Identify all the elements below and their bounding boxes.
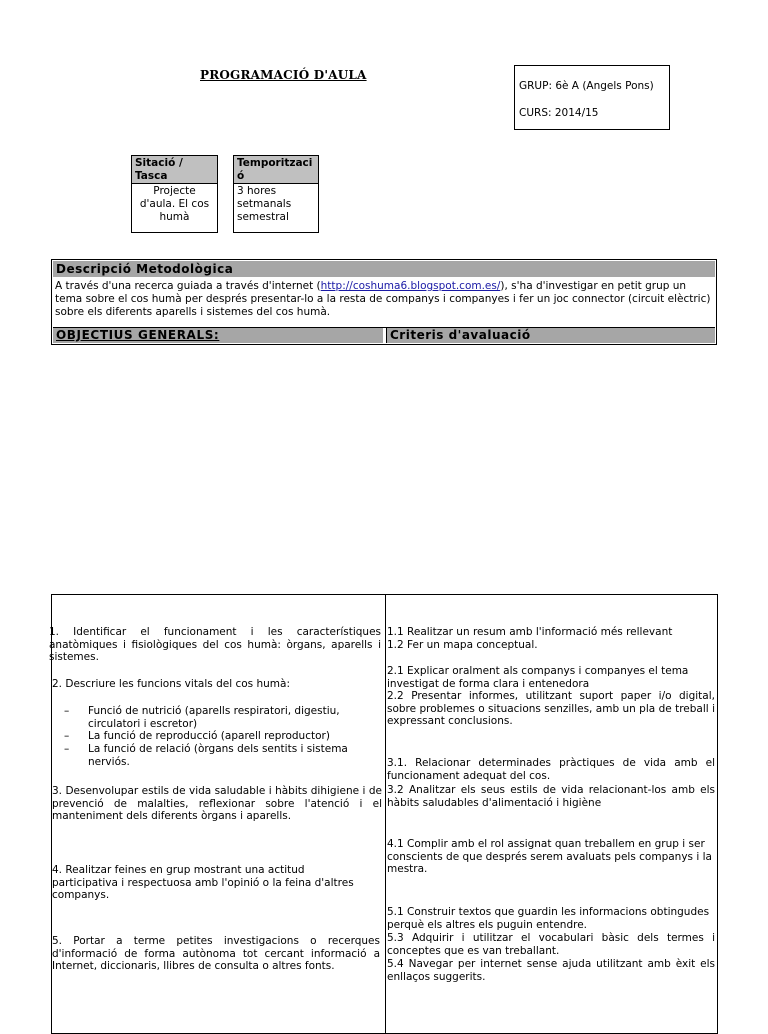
list-item-text: Funció de nutrició (aparells respiratori, digestiu, circulatori i escretor)	[88, 705, 340, 730]
criteri-4-1: 4.1 Complir amb el rol assignat quan treballem en grup i ser conscients de que després serem avaluats pels companys i la mestra.	[387, 838, 712, 875]
criteri-2-1: 2.1 Explicar oralment als companys i companyes el tema investigat de forma clara i entenedora	[387, 665, 689, 690]
list-item: – La funció de reproducció (aparell reproductor)	[64, 730, 330, 742]
curs-label: CURS: 2014/15	[519, 107, 599, 119]
descripcio-text-start: A través d'una recerca guiada a través d'internet (	[55, 280, 321, 292]
descripcio-text-end: ), s'ha d'investigar en petit grup un tema sobre el cos humà per després presentar-lo a la resta de companys i companyes i fer un joc connector (circuit elèctric) sobre els diferents aparells i sistemes del cos humà.	[55, 280, 711, 318]
objectiu-3: 3. Desenvolupar estils de vida saludable i hàbits dihigiene i de prevenció de malalties, reflexionar sobre l'atenció i el manteniment dels diferents òrgans i aparells.	[52, 785, 382, 822]
list-item-text: La funció de relació (òrgans dels sentits i sistema nerviós.	[88, 743, 348, 768]
objectius-header: OBJECTIUS GENERALS:	[53, 328, 383, 343]
objectiu-1: 1. Identificar el funcionament i les característiques anatòmiques i fisiològiques del cos humà: òrgans, aparells i sistemes.	[49, 626, 381, 663]
objectiu-5: 5. Portar a terme petites investigacions o recerques d'informació de forma autònoma tot cercant informació a Internet, diccionaris, llibres de consulta o altres fonts.	[52, 935, 380, 972]
list-item: – Funció de nutrició (aparells respiratori, digestiu, circulatori i escretor)	[64, 705, 340, 730]
temporitzacio-header: Temporització	[234, 156, 318, 184]
group-info-box	[514, 65, 670, 130]
criteri-1-2: 1.2 Fer un mapa conceptual.	[387, 639, 538, 651]
objectiu-4: 4. Realitzar feines en grup mostrant una actitud participativa i respectuosa amb l'opinió o la feina d'altres companys.	[52, 864, 354, 901]
criteri-5-1: 5.1 Construir textos que guardin les informacions obtingudes perquè els altres els puguin entendre.	[387, 906, 710, 931]
criteri-1-1: 1.1 Realitzar un resum amb l'informació més rellevant	[387, 626, 673, 638]
grup-label: GRUP: 6è A (Angels Pons)	[519, 80, 654, 92]
objectiu-2: 2. Descriure les funcions vitals del cos humà:	[52, 678, 290, 690]
list-item: – La funció de relació (òrgans dels sentits i sistema nerviós.	[64, 743, 348, 768]
situacio-table	[131, 155, 218, 233]
criteri-3-2: 3.2 Analitzar els seus estils de vida relacionant-los amb els hàbits saludables d'alimentació i higiène	[387, 784, 715, 809]
situacio-header: Sitació / Tasca	[132, 156, 217, 184]
temporitzacio-body: 3 hores setmanals semestral	[237, 185, 292, 223]
temporitzacio-table	[233, 155, 319, 233]
criteri-2-2: 2.2 Presentar informes, utilitzant suport paper i/o digital, sobre problemes o situacions senzilles, amb un pla de treball i expressant conclusions.	[387, 690, 715, 727]
column-divider	[385, 595, 386, 1033]
descripcio-header: Descripció Metodològica	[53, 261, 715, 277]
criteris-header: Criteris d'avaluació	[386, 328, 715, 343]
descripcio-table	[51, 259, 717, 345]
objectius-criteris-table	[51, 594, 718, 1034]
list-item-text: La funció de reproducció (aparell reproductor)	[88, 730, 330, 742]
page-title: PROGRAMACIÓ D'AULA	[200, 68, 367, 82]
criteri-5-3: 5.3 Adquirir i utilitzar el vocabulari bàsic dels termes i conceptes que es van treballant.	[387, 932, 715, 957]
section-headers-row	[53, 327, 715, 344]
criteri-3-1: 3.1. Relacionar determinades pràctiques de vida amb el funcionament adequat del cos.	[387, 757, 715, 782]
criteri-5-4: 5.4 Navegar per internet sense ajuda utilitzant amb èxit els enllaços suggerits.	[387, 958, 715, 983]
descripcio-text	[55, 280, 713, 319]
situacio-body: Projecte d'aula. El cos humà	[139, 185, 210, 223]
blog-link[interactable]: http://coshuma6.blogspot.com.es/	[320, 280, 501, 292]
